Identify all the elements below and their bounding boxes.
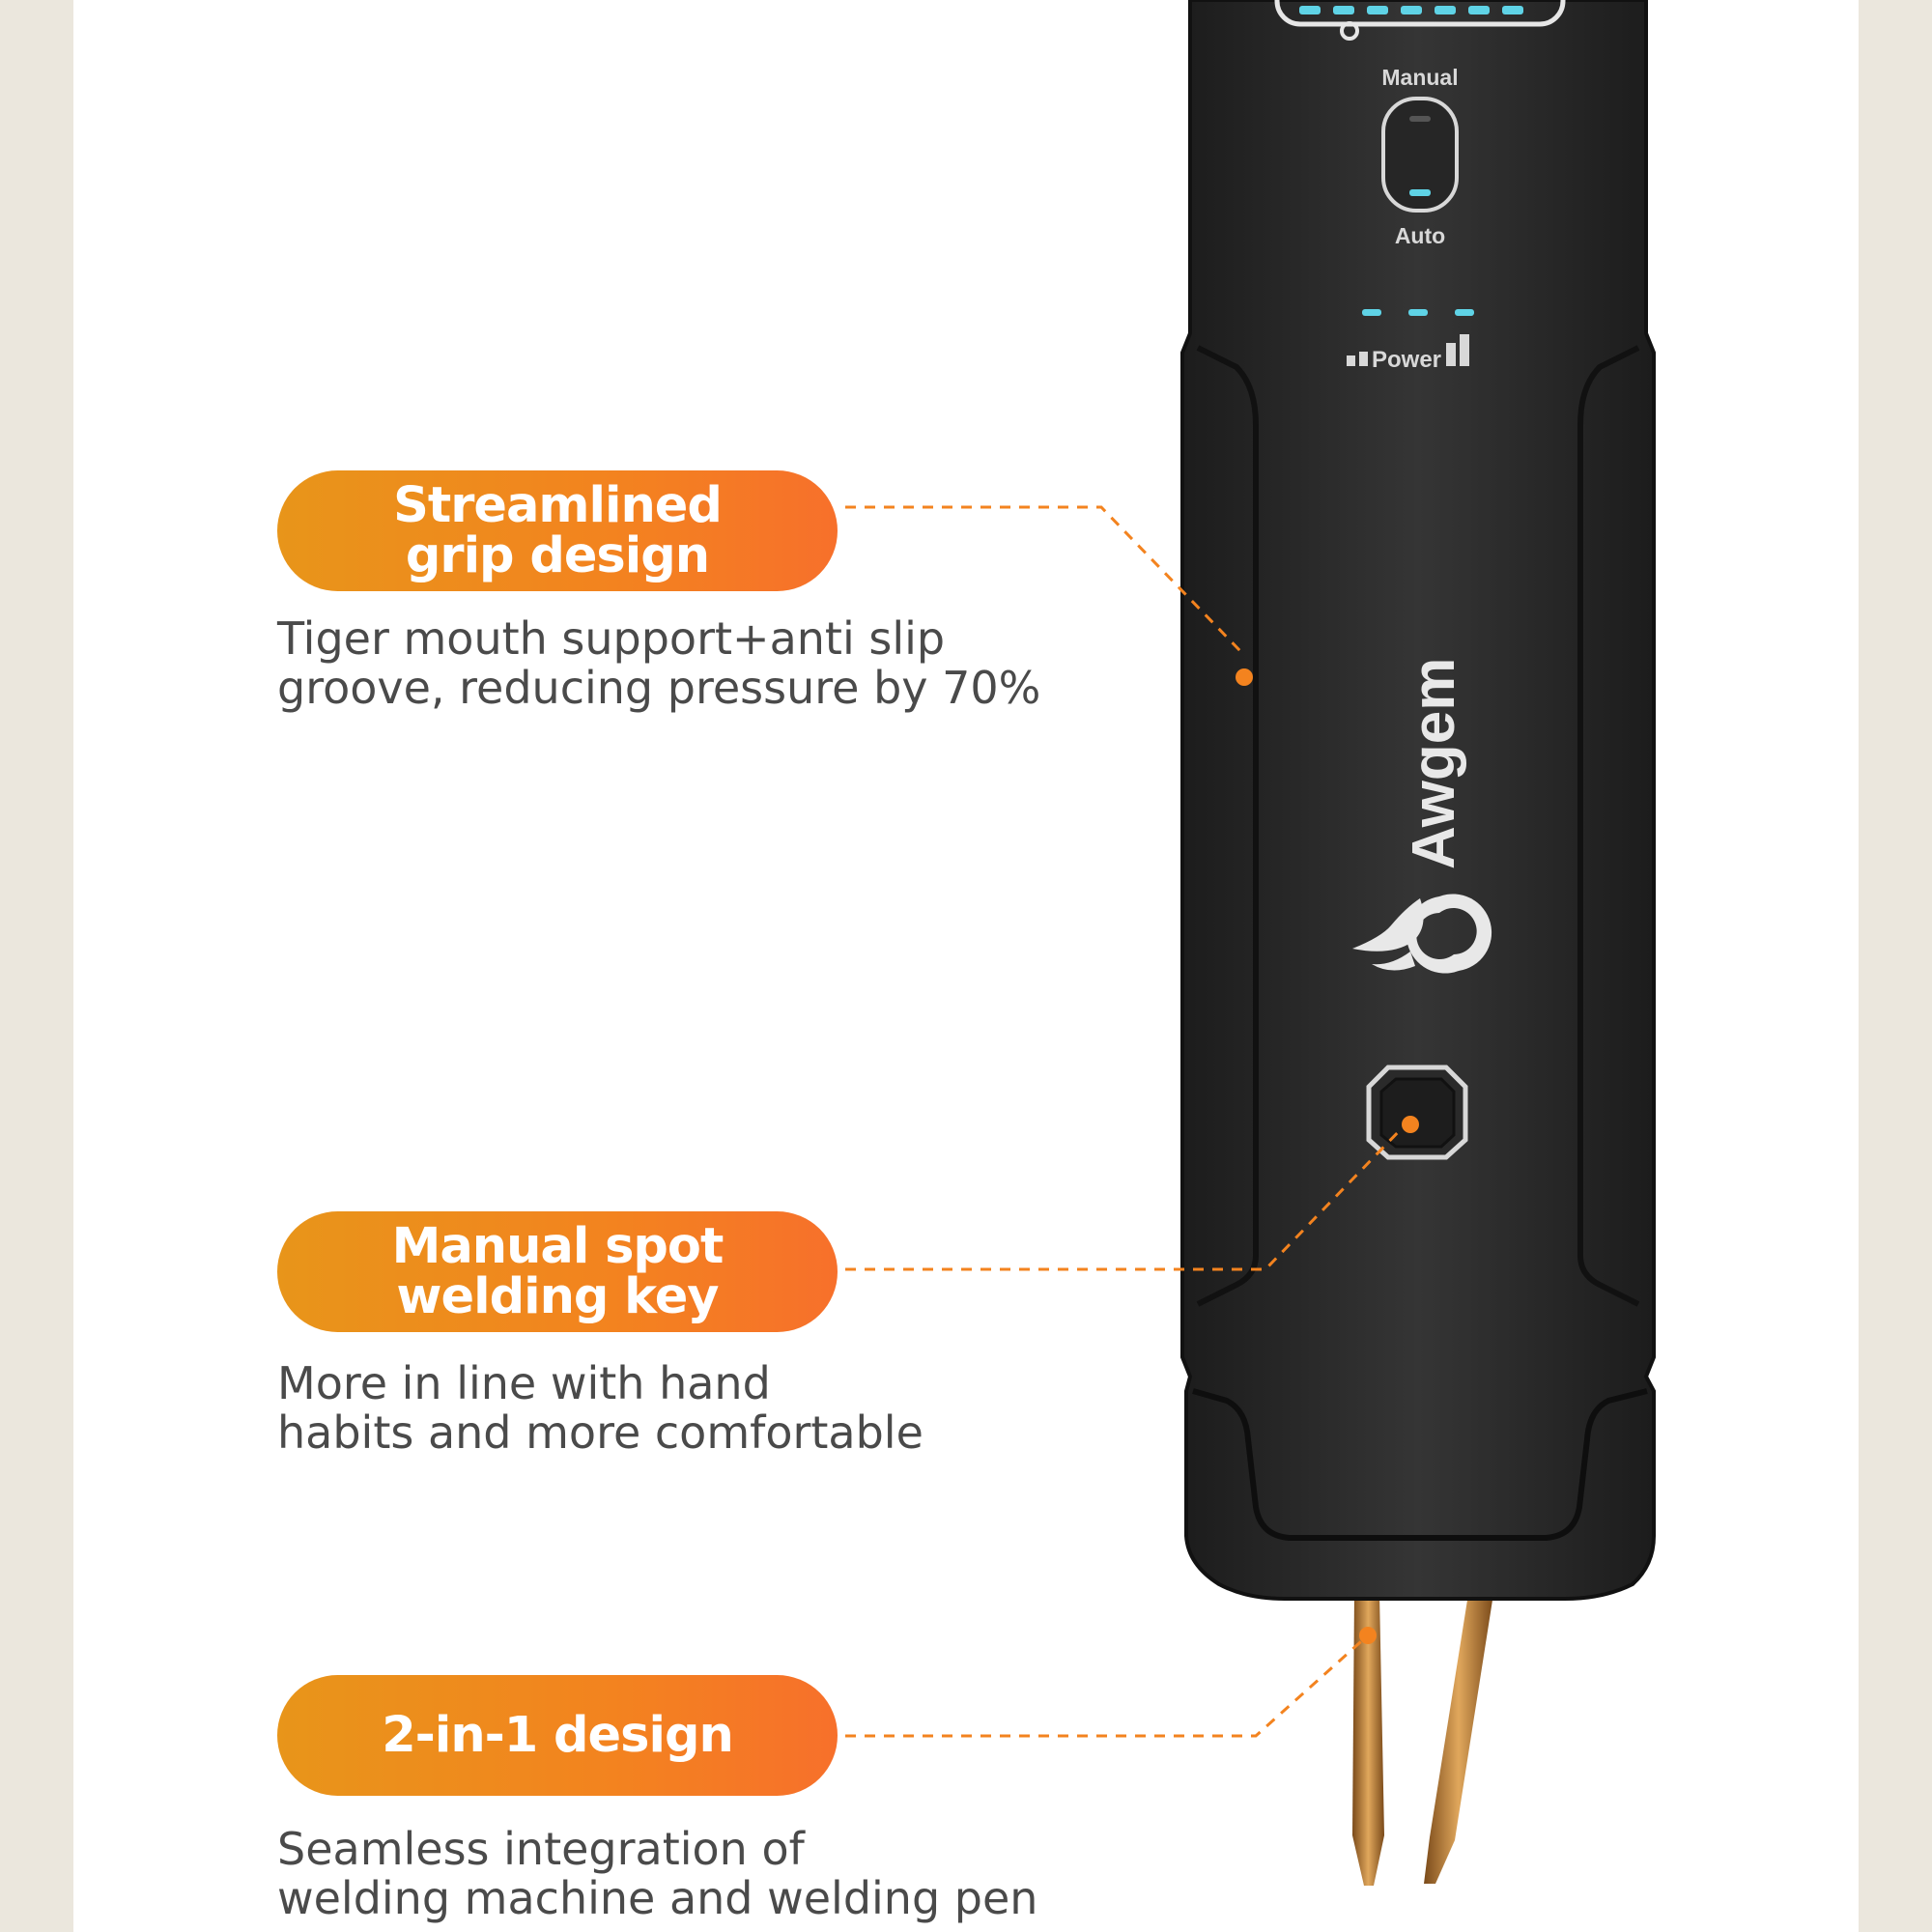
feature-desc-line: More in line with hand	[277, 1357, 771, 1409]
feature-desc-line: Seamless integration of	[277, 1823, 805, 1875]
feature-title-line: grip design	[405, 526, 710, 584]
mode-auto-indicator	[1409, 189, 1431, 196]
feature-desc-2-in-1	[277, 1825, 1147, 1923]
right-electrode	[1424, 1594, 1493, 1884]
power-indicator-leds	[1362, 309, 1474, 316]
feature-title-grip-design	[277, 470, 838, 591]
feature-desc-line: habits and more comfortable	[277, 1406, 923, 1459]
feature-title-2-in-1	[277, 1675, 838, 1796]
feature-desc-welding-key	[277, 1359, 1147, 1458]
feature-desc-line: groove, reducing pressure by 70%	[277, 662, 1041, 714]
feature-title-line: 2-in-1 design	[382, 1706, 733, 1764]
feature-desc-line: Tiger mouth support+anti slip	[277, 612, 946, 665]
feature-title-line: welding key	[396, 1267, 719, 1325]
mode-manual-indicator	[1409, 116, 1431, 122]
feature-title-welding-key	[277, 1211, 838, 1332]
brand-name: Awgem	[1401, 657, 1467, 869]
power-label: Power	[1371, 347, 1442, 373]
feature-desc-grip-design	[277, 614, 1147, 713]
mode-manual-label: Manual	[1381, 65, 1459, 90]
feature-desc-line: welding machine and welding pen	[277, 1872, 1038, 1924]
mode-auto-label: Auto	[1394, 223, 1446, 248]
feature-title-line: Manual spot	[391, 1217, 724, 1275]
feature-title-line: Streamlined	[393, 476, 722, 534]
